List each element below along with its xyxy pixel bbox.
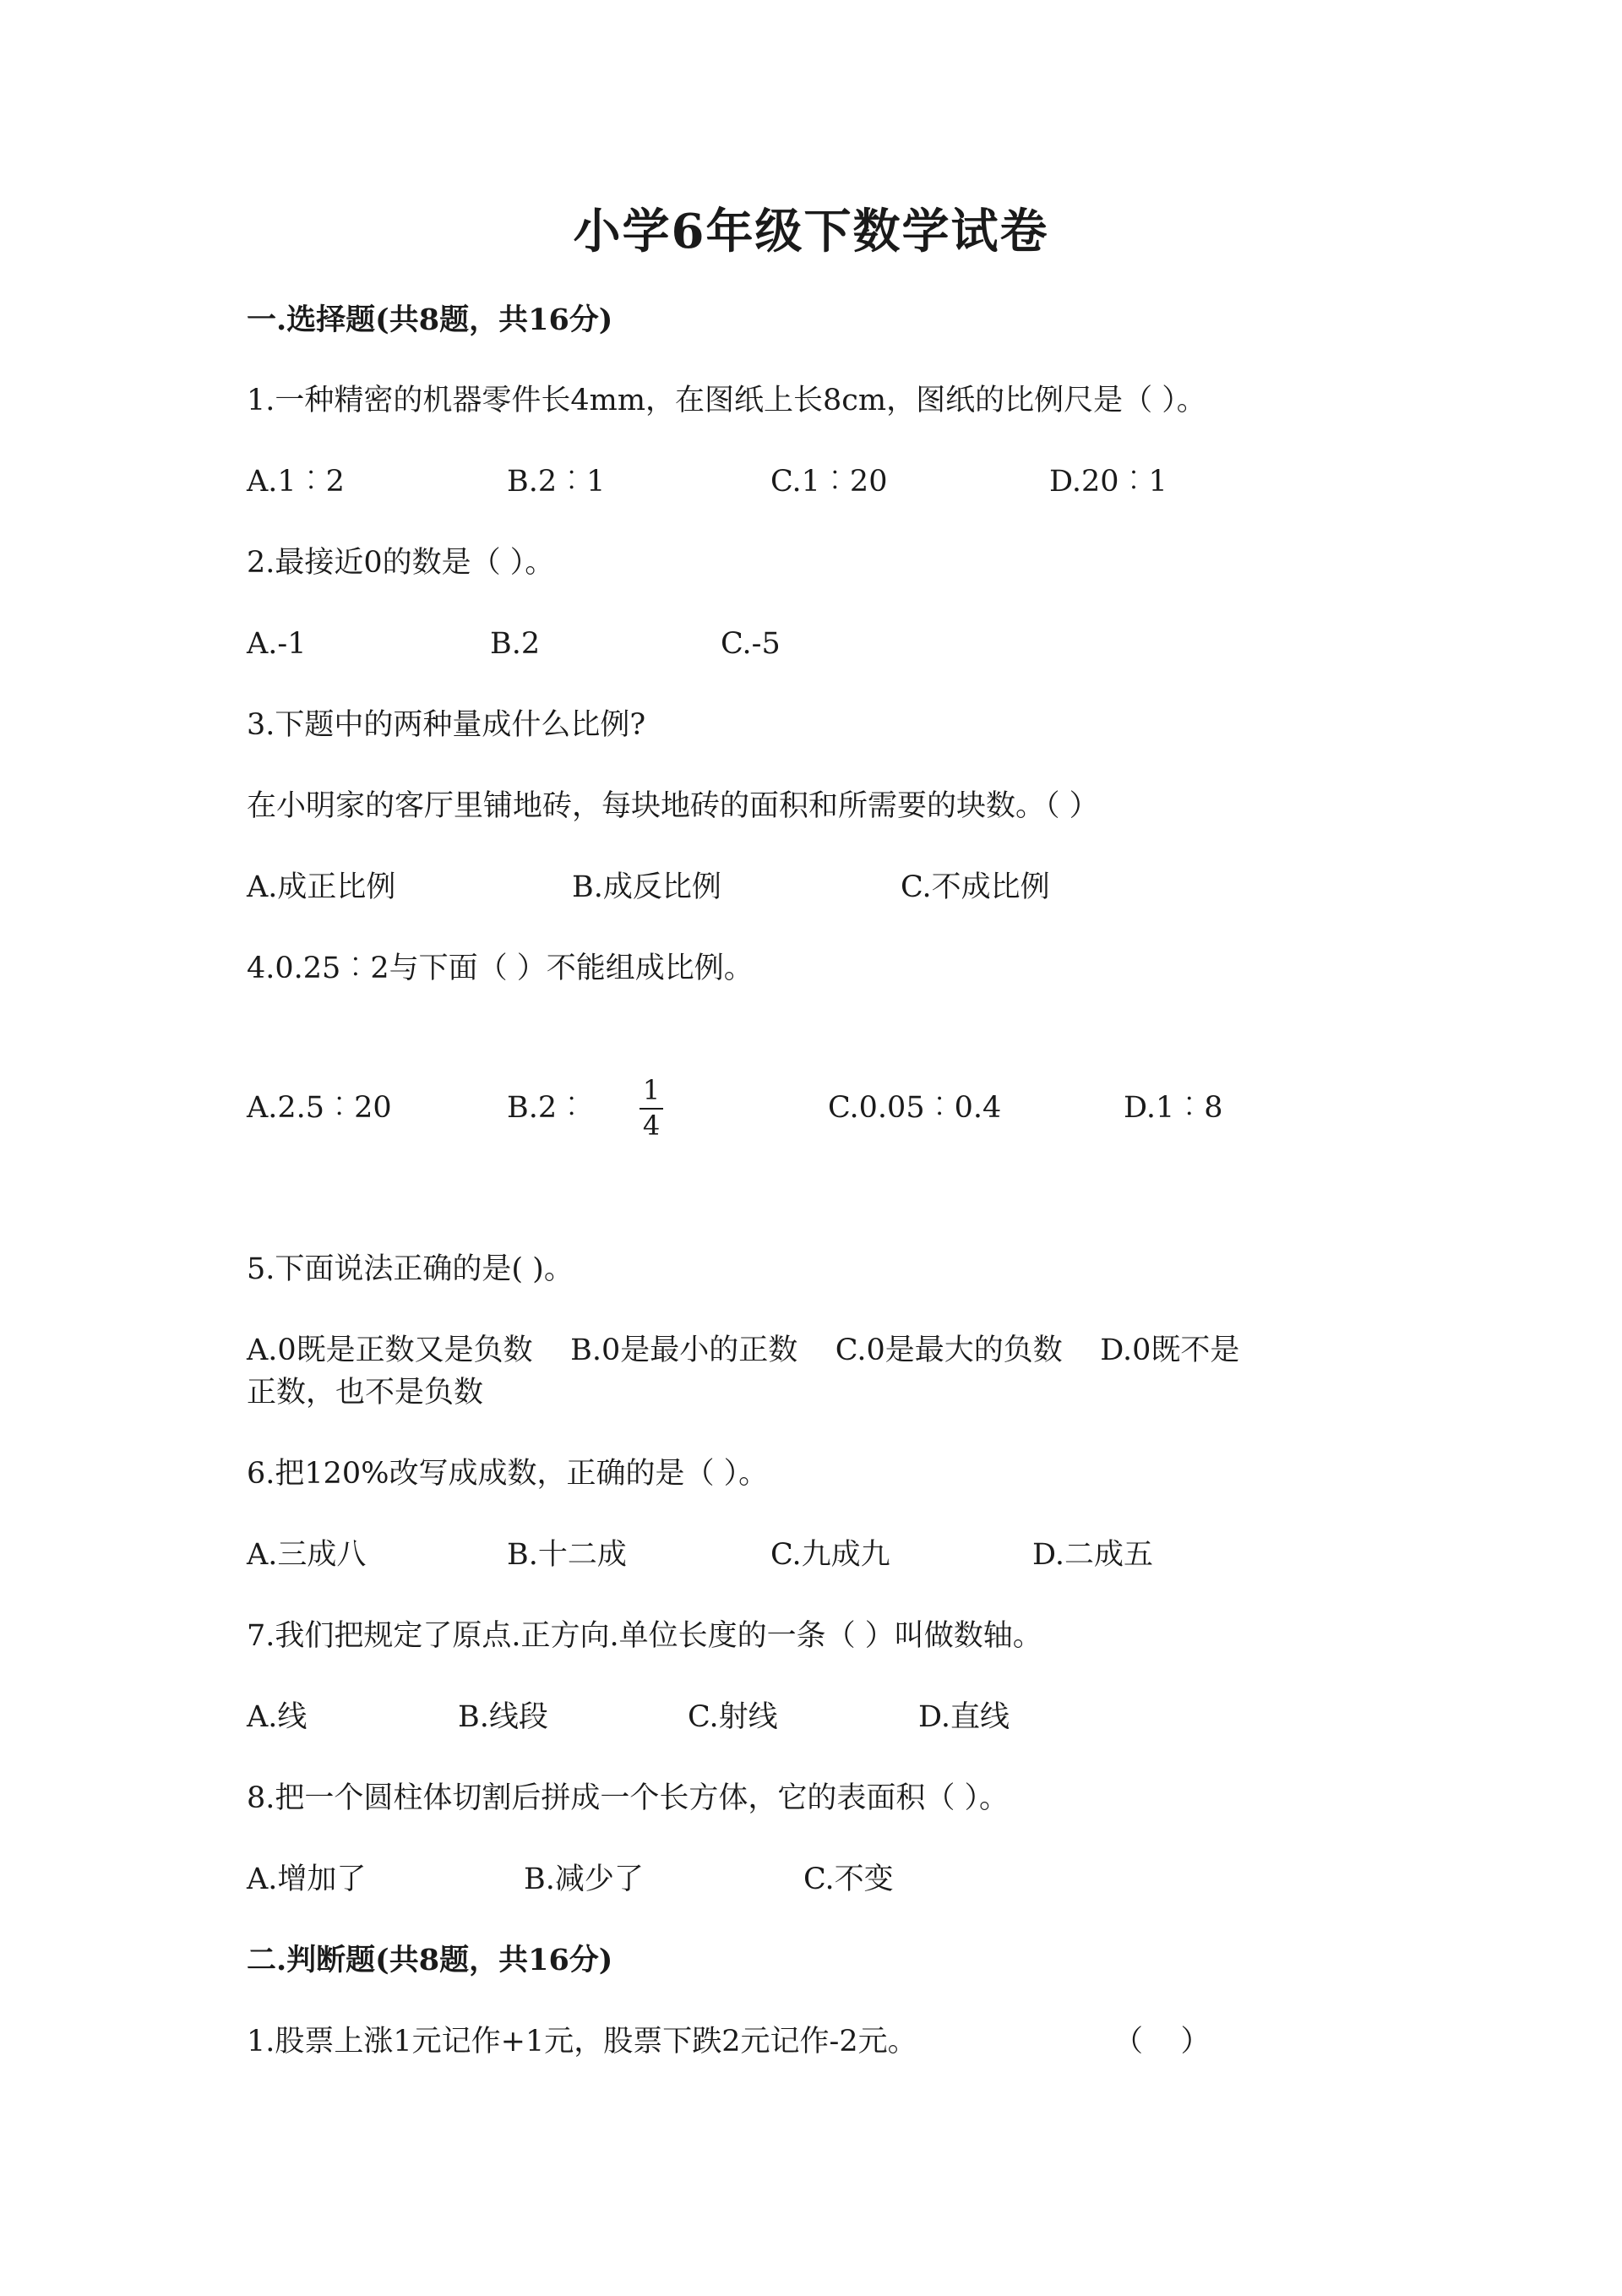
question-3-stem: 3.下题中的两种量成什么比例? [247,708,646,742]
question-1-option-a[interactable]: A.1︰2 [247,465,345,499]
question-8-option-c[interactable]: C.不变 [803,1862,894,1896]
question-8-option-a[interactable]: A.增加了 [247,1862,367,1896]
question-7-option-b[interactable]: B.线段 [458,1700,548,1734]
question-2-option-b[interactable]: B.2 [490,627,541,661]
question-4-option-c[interactable]: C.0.05︰0.4 [828,1091,1002,1125]
question-3-option-c[interactable]: C.不成比例 [901,870,1050,904]
fraction-numerator: 1 [642,1074,661,1106]
question-4-option-a[interactable]: A.2.5︰20 [247,1091,392,1125]
question-5-options-line-2[interactable]: 正数，也不是负数 [247,1376,484,1410]
judgement-1-answer-blank[interactable]: （ ） [1113,2025,1211,2059]
question-2-option-c[interactable]: C.-5 [721,627,781,661]
question-4-option-d[interactable]: D.1︰8 [1124,1091,1223,1125]
question-3-option-a[interactable]: A.成正比例 [247,870,396,904]
question-8-option-b[interactable]: B.减少了 [524,1862,644,1896]
question-6-option-b[interactable]: B.十二成 [507,1538,627,1572]
question-5-options-line-1[interactable]: A.0既是正数又是负数 B.0是最小的正数 C.0是最大的负数 D.0既不是 [247,1333,1240,1367]
page-title: 小学6年级下数学试卷 [573,204,1049,259]
question-8-stem: 8.把一个圆柱体切割后拼成一个长方体，它的表面积（ ）。 [247,1781,1010,1815]
question-4-stem: 4.0.25︰2与下面（ ）不能组成比例。 [247,952,754,985]
section-heading-judgement: 二.判断题(共8题，共16分) [247,1943,613,1977]
fraction-denominator: 4 [642,1110,661,1142]
question-7-option-d[interactable]: D.直线 [918,1700,1010,1734]
question-1-option-d[interactable]: D.20︰1 [1049,465,1168,499]
question-6-option-d[interactable]: D.二成五 [1032,1538,1153,1572]
question-6-option-c[interactable]: C.九成九 [770,1538,890,1572]
question-7-option-c[interactable]: C.射线 [688,1700,778,1734]
question-3-option-b[interactable]: B.成反比例 [572,870,721,904]
judgement-1-stem: 1.股票上涨1元记作+1元，股票下跌2元记作-2元。 [247,2025,917,2059]
question-5-stem: 5.下面说法正确的是( )。 [247,1252,574,1286]
question-7-option-a[interactable]: A.线 [247,1700,308,1734]
question-2-option-a[interactable]: A.-1 [247,627,307,661]
question-2-stem: 2.最接近0的数是（ ）。 [247,546,555,580]
section-heading-choice: 一.选择题(共8题，共16分) [247,303,613,337]
question-4-option-b[interactable]: B.2︰ [507,1091,587,1125]
question-1-stem: 1.一种精密的机器零件长4mm，在图纸上长8cm，图纸的比例尺是（ ）。 [247,384,1206,417]
question-1-option-c[interactable]: C.1︰20 [770,465,888,499]
question-1-option-b[interactable]: B.2︰1 [507,465,606,499]
question-3-sub-stem: 在小明家的客厅里铺地砖，每块地砖的面积和所需要的块数。（ ） [247,789,1099,823]
question-6-stem: 6.把120%改写成成数，正确的是（ ）。 [247,1457,769,1491]
question-7-stem: 7.我们把规定了原点.正方向.单位长度的一条（ ）叫做数轴。 [247,1619,1042,1653]
question-6-option-a[interactable]: A.三成八 [247,1538,367,1572]
